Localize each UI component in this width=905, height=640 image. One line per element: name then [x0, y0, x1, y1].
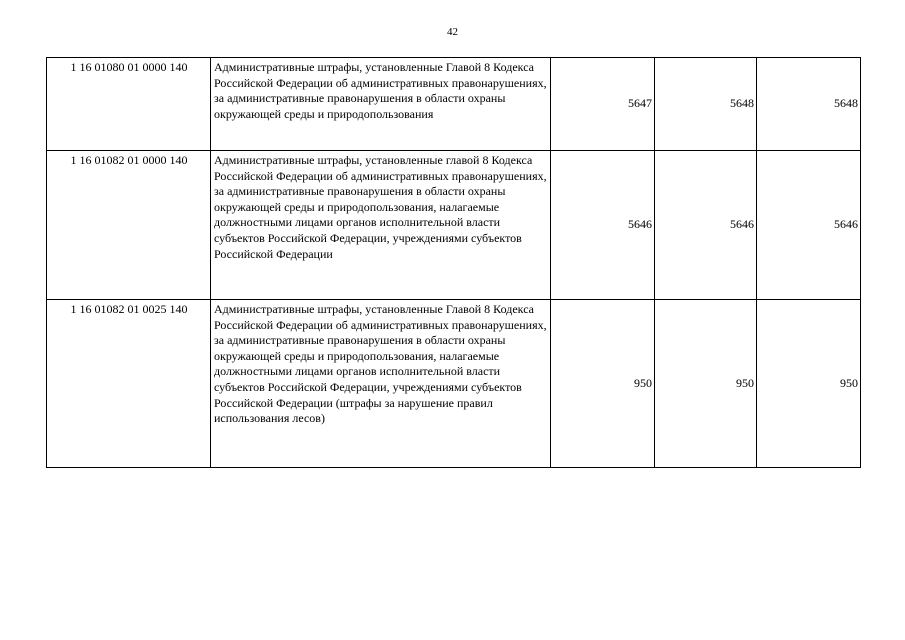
value-cell-year-1: 5647: [551, 58, 655, 151]
value-cell-year-3: 5646: [757, 151, 861, 300]
description-cell: Административные штрафы, установленные Главой 8 Кодекса Российской Федерации об административных правонарушениях, за административные правонарушения в области охраны окружающей среды и природопользования, налагаемые должностными лицами органов исполнительной власти субъектов Российской Федерации, учреждениями субъектов Российской Федерации (штрафы за нарушение правил использования лесов): [211, 300, 551, 468]
budget-code-cell: 1 16 01082 01 0000 140: [47, 151, 211, 300]
table-row: [47, 151, 861, 300]
budget-code-cell: 1 16 01080 01 0000 140: [47, 58, 211, 151]
description-cell: Административные штрафы, установленные главой 8 Кодекса Российской Федерации об административных правонарушениях, за административные правонарушения в области охраны окружающей среды и природопользования, налагаемые должностными лицами органов исполнительной власти субъектов Российской Федерации, учреждениями субъектов Российской Федерации: [211, 151, 551, 300]
value-cell-year-3: 950: [757, 300, 861, 468]
value-cell-year-3: 5648: [757, 58, 861, 151]
value-cell-year-1: 5646: [551, 151, 655, 300]
budget-code-cell: 1 16 01082 01 0025 140: [47, 300, 211, 468]
table-row: [47, 58, 861, 151]
table-row: [47, 300, 861, 468]
value-cell-year-1: 950: [551, 300, 655, 468]
value-cell-year-2: 5646: [655, 151, 757, 300]
description-cell: Административные штрафы, установленные Главой 8 Кодекса Российской Федерации об административных правонарушениях, за административные правонарушения в области охраны окружающей среды и природопользования: [211, 58, 551, 151]
budget-revenue-table: [46, 57, 861, 468]
value-cell-year-2: 5648: [655, 58, 757, 151]
value-cell-year-2: 950: [655, 300, 757, 468]
page-number: 42: [447, 26, 458, 38]
